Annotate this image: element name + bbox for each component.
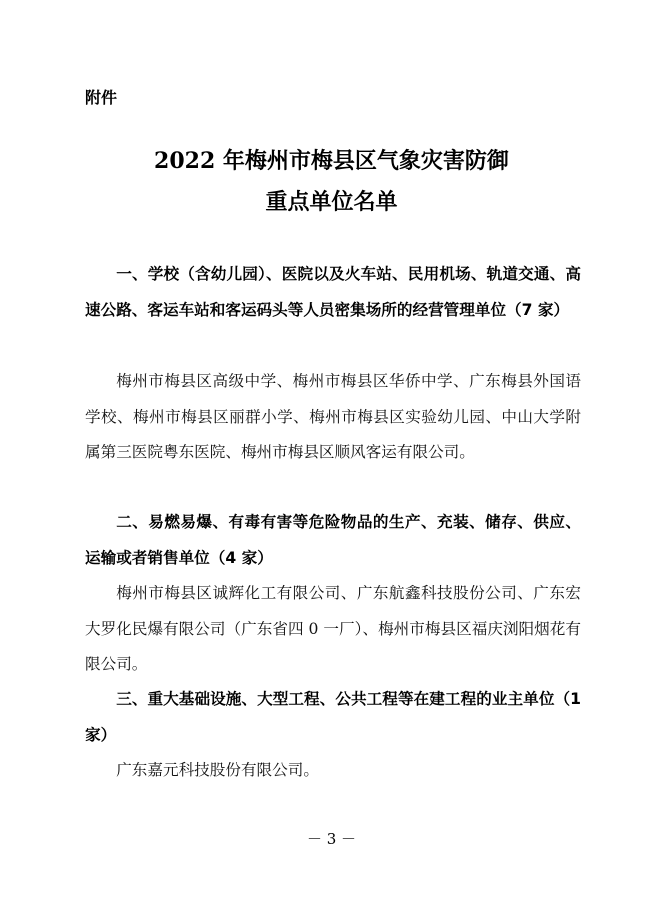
section-2-unit-list: 梅州市梅县区诚辉化工有限公司、广东航鑫科技股份公司、广东宏大罗化民爆有限公司（广东省四 0 一厂）、梅州市梅县区福庆浏阳烟花有限公司。 <box>85 584 581 673</box>
document-title-line-1: 2022 年梅州市梅县区气象灾害防御 <box>154 148 509 174</box>
document-title-line-2: 重点单位名单 <box>265 189 398 215</box>
section-3-heading: 三、重大基础设施、大型工程、公共工程等在建工程的业主单位（1 家） <box>85 690 581 744</box>
section-2-heading: 二、易燃易爆、有毒有害等危险物品的生产、充装、储存、供应、运输或者销售单位（4 家） <box>85 513 581 567</box>
section-3-unit-list: 广东嘉元科技股份有限公司。 <box>116 761 319 779</box>
page-number: － 3 － <box>306 830 357 848</box>
attachment-label: 附件 <box>85 88 118 107</box>
section-1-heading: 一、学校（含幼儿园）、医院以及火车站、民用机场、轨道交通、高速公路、客运车站和客运码头等人员密集场所的经营管理单位（7 家） <box>85 265 581 319</box>
section-1-unit-list: 梅州市梅县区高级中学、梅州市梅县区华侨中学、广东梅县外国语学校、梅州市梅县区丽群小学、梅州市梅县区实验幼儿园、中山大学附属第三医院粤东医院、梅州市梅县区顺风客运有限公司。 <box>85 372 581 461</box>
